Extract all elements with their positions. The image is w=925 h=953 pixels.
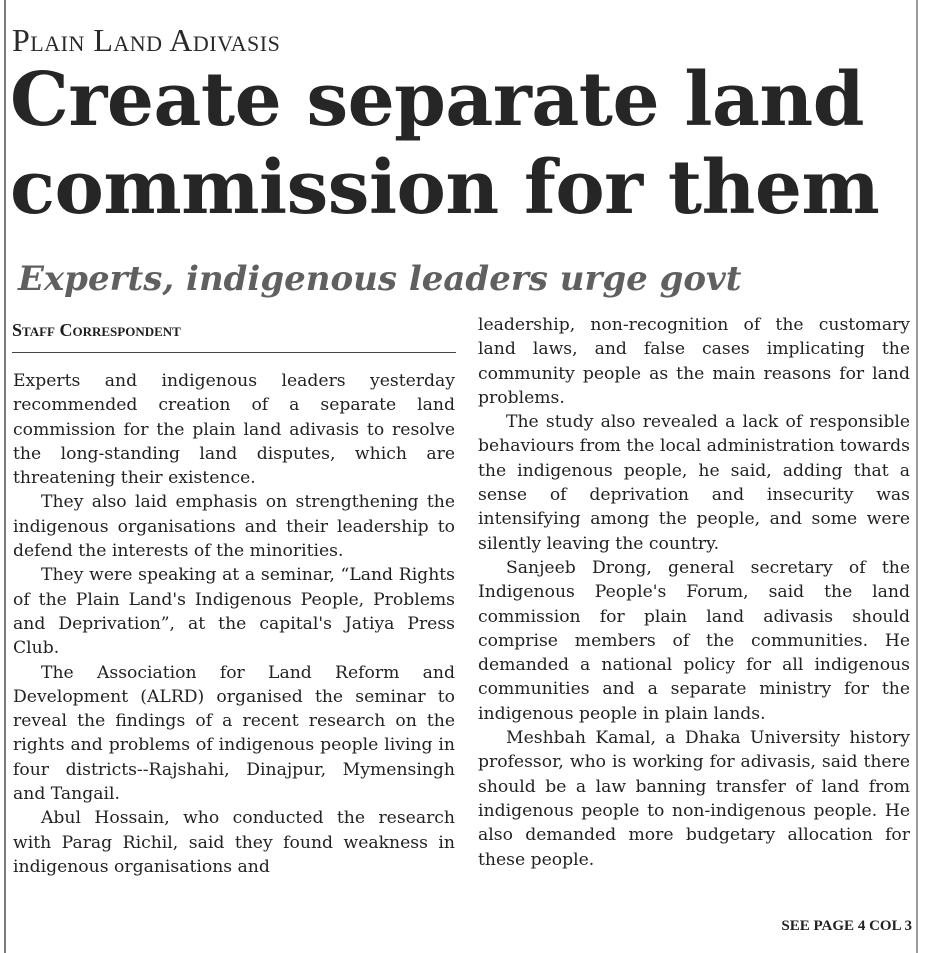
paragraph: Sanjeeb Drong, general secretary of the Indigenous People's Forum, said the land commission for plain land adivasis should comprise members of the communities. He demanded a national policy for all indigenous communities and a separate ministry for the indigenous people in plain lands. [478,557,910,724]
article-kicker: Plain Land Adivasis [12,22,281,58]
paragraph: They also laid emphasis on strengthening the indigenous organisations and their leadership to defend the interests of the minorities. [13,492,455,562]
article-byline: Staff Correspondent [12,320,181,340]
page-border-left [4,0,6,953]
article-headline: Create separate land commission for them [10,57,880,231]
paragraph: They were speaking at a seminar, “Land Rights of the Plain Land's Indigenous People, Problems and Deprivation”, at the capital's Jatiya Press Club. [13,565,455,659]
continuation-line: SEE PAGE 4 COL 3 [781,918,912,934]
page-border-right [916,0,918,953]
article-deck: Experts, indigenous leaders urge govt [18,259,742,299]
paragraph: Abul Hossain, who conducted the research with Parag Richil, said they found weakness in indigenous organisations and [13,808,455,877]
paragraph: The study also revealed a lack of responsible behaviours from the local administration towards the indigenous people, he said, adding that a sense of deprivation and insecurity was intensifying among the people, and some were silently leaving the country. [478,412,910,554]
article-column-left [13,369,455,945]
paragraph: Experts and indigenous leaders yesterday recommended creation of a separate land commission for the plain land adivasis to resolve the long-standing land disputes, which are threatening their existence. [13,371,455,489]
paragraph: Meshbah Kamal, a Dhaka University history professor, who is working for adivasis, said there should be a law banning transfer of land from indigenous people to non-indigenous people. He also demanded more budgetary allocation for these people. [478,728,910,870]
byline-divider [12,352,456,353]
paragraph: leadership, non-recognition of the customary land laws, and false cases implicating the community people as the main reasons for land problems. [478,315,910,408]
paragraph: The Association for Land Reform and Development (ALRD) organised the seminar to reveal the findings of a recent research on the rights and problems of indigenous people living in four districts--Rajshahi, Dinajpur, Mymensingh and Tangail. [13,662,455,805]
article-column-right [478,313,910,913]
